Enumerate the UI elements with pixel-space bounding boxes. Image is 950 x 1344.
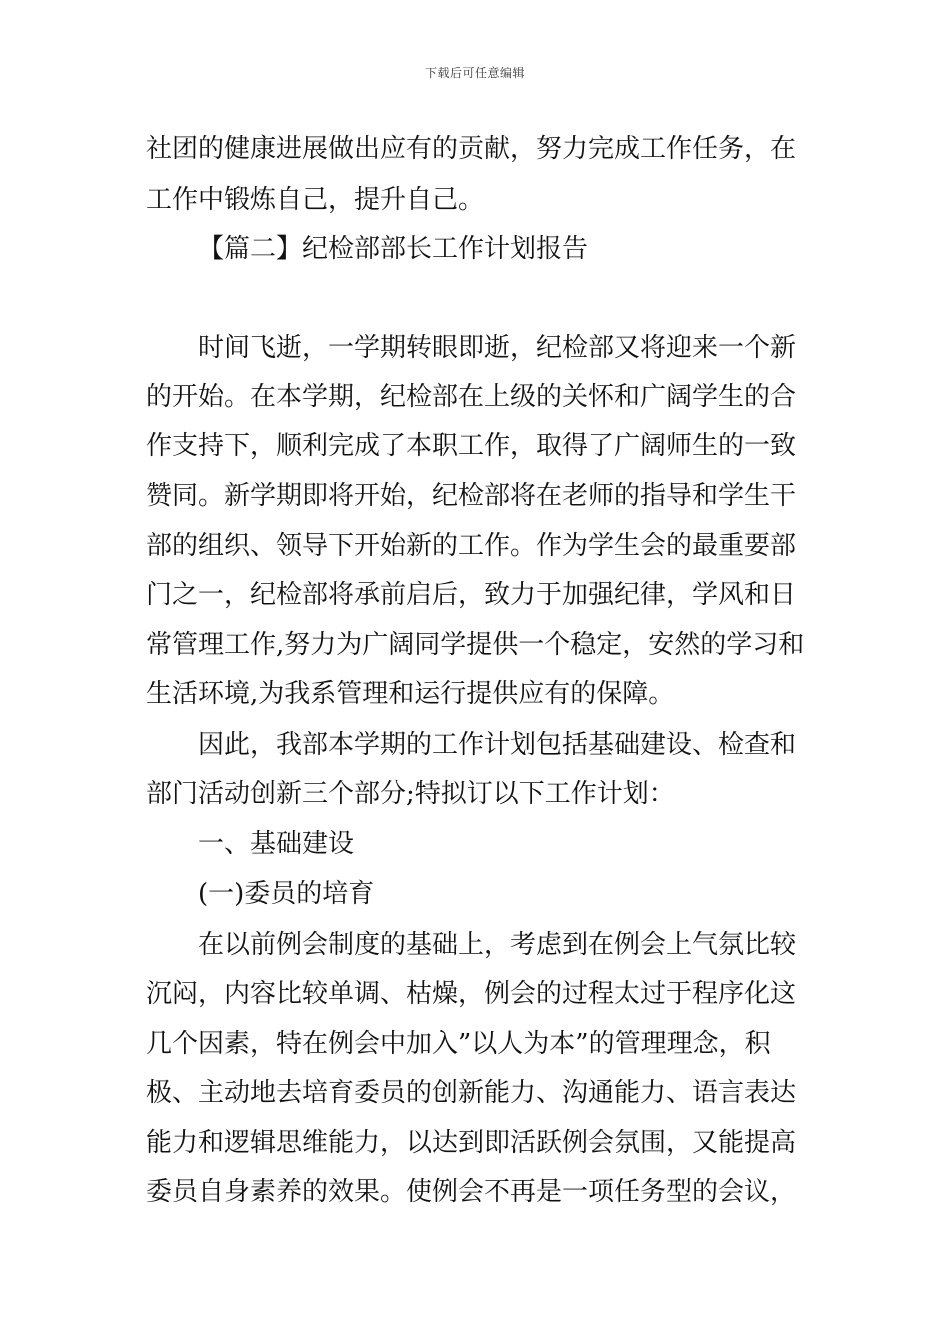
body-line: 能力和逻辑思维能力，以达到即活跃例会氛围，又能提高 — [146, 1128, 797, 1158]
heading-basic-construction: 一、基础建设 — [198, 829, 355, 859]
body-line: 部的组织、领导下开始新的工作。作为学生会的最重要部 — [146, 531, 797, 561]
body-line: 常管理工作,努力为广阔同学提供一个稳定，安然的学习和 — [146, 630, 805, 660]
body-line: 门之一，纪检部将承前启后，致力于加强纪律，学风和日 — [146, 580, 797, 610]
subheading-member-training: (一)委员的培育 — [198, 879, 375, 909]
body-line: 部门活动创新三个部分;特拟订以下工作计划： — [146, 779, 675, 809]
body-line: 赞同。新学期即将开始，纪检部将在老师的指导和学生干 — [146, 481, 797, 511]
body-line: 沉闷，内容比较单调、枯燥，例会的过程太过于程序化这 — [146, 979, 797, 1009]
body-line: 几个因素，特在例会中加入”以人为本”的管理理念，积 — [146, 1029, 771, 1059]
body-line: 时间飞逝，一学期转眼即逝，纪检部又将迎来一个新 — [198, 333, 797, 363]
body-line: 在以前例会制度的基础上，考虑到在例会上气氛比较 — [198, 930, 797, 960]
body-line: 的开始。在本学期，纪检部在上级的关怀和广阔学生的合 — [146, 382, 797, 412]
body-line: 极、主动地去培育委员的创新能力、沟通能力、语言表达 — [146, 1078, 797, 1108]
body-line: 因此，我部本学期的工作计划包括基础建设、检查和 — [198, 730, 797, 760]
page-header: 下载后可任意编辑 — [424, 66, 525, 80]
body-line: 社团的健康进展做出应有的贡献，努力完成工作任务，在 — [146, 134, 797, 164]
body-line: 工作中锻炼自己，提升自己。 — [146, 185, 485, 215]
body-line: 生活环境,为我系管理和运行提供应有的保障。 — [146, 679, 675, 709]
body-line: 委员自身素养的效果。使例会不再是一项任务型的会议， — [146, 1177, 797, 1207]
body-line: 作支持下，顺利完成了本职工作，取得了广阔师生的一致 — [146, 431, 797, 461]
section-title: 【篇二】纪检部部长工作计划报告 — [198, 234, 589, 264]
